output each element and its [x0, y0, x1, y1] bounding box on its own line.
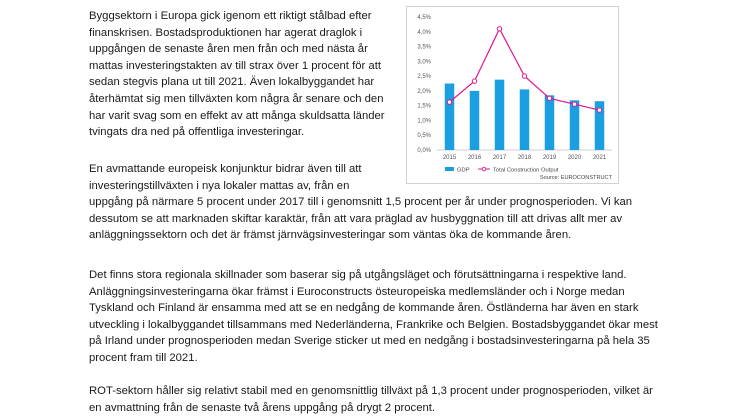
point-construction-2021 — [597, 108, 601, 112]
x-tick-label: 2018 — [517, 155, 532, 161]
y-tick-label: 3,0% — [417, 59, 431, 66]
bar-gdp-2015 — [445, 84, 455, 151]
x-tick-label: 2017 — [492, 155, 507, 161]
point-construction-2019 — [547, 96, 551, 100]
legend-gdp-swatch — [445, 167, 454, 171]
y-tick-label: 2,5% — [417, 74, 431, 81]
y-tick-label: 0,0% — [417, 148, 431, 154]
paragraph-slowdown-start: En avmattande europeisk konjunktur bidrar även till att investeringstillväxten i nya lokaler mattas av, från en — [89, 163, 362, 192]
point-construction-2018 — [522, 74, 526, 78]
legend-total-construction-label: Total Construction Output — [493, 167, 559, 174]
x-tick-label: 2020 — [567, 155, 582, 161]
y-tick-label: 2,0% — [417, 88, 431, 95]
y-tick-label: 1,0% — [417, 118, 431, 125]
paragraph-rot-sector: ROT-sektorn håller sig relativt stabil med en genomsnittlig tillväxt på 1,3 procent under prognosperioden, vilket är en avmattning från de senaste två årens uppgång på drygt 2 procent. — [89, 385, 653, 414]
legend-line-marker — [482, 167, 486, 171]
bar-gdp-2020 — [570, 100, 580, 150]
point-construction-2016 — [472, 79, 476, 83]
point-construction-2017 — [497, 27, 501, 31]
y-tick-label: 3,5% — [417, 44, 431, 51]
paragraph-slowdown-continued: uppgång på närmare 5 procent under 2017 till i genomsnitt 1,5 procent per år under prognosperioden. Vi kan dessutom se att marknaden skiftar karaktär, från att vara präglad av husbyggnation till att drivas allt mer av anläggningssektorn och det är främst järnvägsinvesteringar som väntas öka de kommande åren. — [89, 196, 633, 242]
chart-svg — [407, 7, 618, 183]
chart-source: Source: EUROCONSTRUCT — [539, 175, 612, 181]
bar-gdp-2018 — [520, 89, 530, 150]
legend-gdp-label: GDP — [457, 167, 470, 174]
x-tick-label: 2019 — [542, 155, 557, 161]
point-construction-2020 — [572, 102, 576, 106]
chart-gdp-vs-construction — [406, 6, 619, 184]
y-tick-label: 4,5% — [417, 15, 431, 21]
y-tick-label: 1,5% — [417, 103, 431, 110]
x-tick-label: 2016 — [467, 155, 482, 161]
bar-gdp-2019 — [545, 95, 555, 150]
bar-gdp-2016 — [470, 91, 480, 150]
y-tick-label: 4,0% — [417, 29, 431, 36]
y-tick-label: 0,5% — [417, 133, 431, 140]
x-tick-label: 2021 — [592, 155, 607, 161]
x-tick-label: 2015 — [442, 155, 457, 161]
paragraph-intro: Byggsektorn i Europa gick igenom ett riktigt stålbad efter finanskrisen. Bostadsproduktionen har agerat draglok i uppgången de senaste åren men från och med nästa år mattas investeringstakten av till strax över 1 procent för att sedan stegvis plana ut till 2021. Även lokalbyggandet har återhämtat sig men tillväxten kom några år senare och den har varit svag som en effekt av att många skuldsatta länder tvingats dra ned på offentliga investeringar. — [89, 10, 385, 139]
paragraph-regional: Det finns stora regionala skillnader som baserar sig på utgångsläget och förutsättningarna i respektive land. Anläggningsinvesteringarna ökar främst i Euroconstructs östeuropeiska medlemsländer och i Norge medan Tyskland och Finland är ensamma med att se en nedgång de kommande åren. Östländerna har även en stark utveckling i lokalbyggandet tillsammans med Nederländerna, Frankrike och Belgien. Bostadsbyggandet ökar mest på Irland under prognosperioden medan Sverige sticker ut med en nedgång i bostadsinvesteringarna på hela 35 procent fram till 2021. — [89, 269, 658, 364]
bar-gdp-2017 — [495, 80, 505, 150]
point-construction-2015 — [447, 100, 451, 104]
